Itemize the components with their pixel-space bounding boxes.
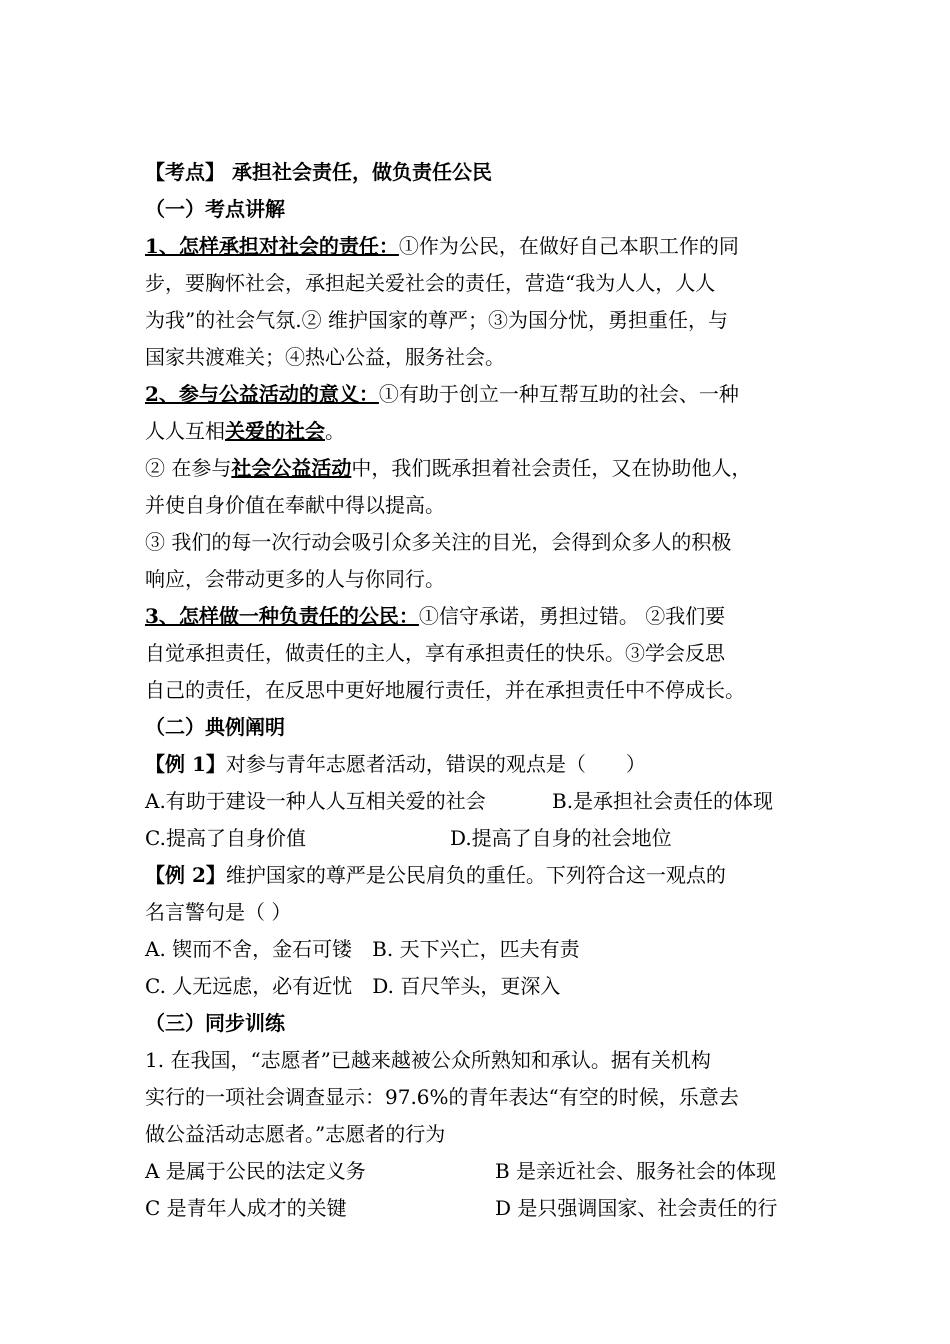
- keyword-public-welfare: 社会公益活动: [231, 456, 352, 480]
- section-heading-1: （一）考点讲解: [145, 197, 285, 221]
- example-1-option-b: B.是承担社会责任的体现: [552, 789, 774, 813]
- point-3-line-2: 自觉承担责任，做责任的主人，享有承担责任的快乐。③学会反思: [145, 641, 725, 665]
- point-1-line-4: 国家共渡难关；④热心公益，服务社会。: [145, 345, 505, 369]
- point-1-label: 1、怎样承担对社会的责任：: [145, 234, 399, 258]
- example-2-stem-1: 【例 2】维护国家的尊严是公民肩负的重任。下列符合这一观点的: [145, 863, 726, 887]
- question-1-stem-2: 实行的一项社会调查显示：97.6%的青年表达“有空的时候，乐意去: [145, 1085, 739, 1109]
- point-2-label: 2、参与公益活动的意义：: [145, 382, 379, 406]
- question-1-options-cd: [145, 1190, 825, 1227]
- question-1-option-a: A 是属于公民的法定义务: [145, 1159, 366, 1183]
- point-2-line-6: 响应，会带动更多的人与你同行。: [145, 567, 445, 591]
- point-2-line-1: 2、参与公益活动的意义：①有助于创立一种互帮互助的社会、一种: [145, 382, 739, 406]
- keyword-caring-society: 关爱的社会: [225, 419, 325, 443]
- topic-title: [145, 154, 825, 191]
- section-heading-3: （三）同步训练: [145, 1011, 285, 1035]
- example-2-stem-2: 名言警句是（ ）: [145, 900, 292, 924]
- point-1-line-2: 步，要胸怀社会，承担起关爱社会的责任，营造“我为人人，人人: [145, 271, 716, 295]
- document-page: [145, 154, 825, 1227]
- question-1-option-c: C 是青年人成才的关键: [145, 1196, 347, 1220]
- question-1-option-b: B 是亲近社会、服务社会的体现: [495, 1159, 777, 1183]
- example-1-options-cd: [145, 820, 825, 857]
- question-1-stem-1: 1. 在我国，“志愿者”已越来越被公众所熟知和承认。据有关机构: [145, 1048, 711, 1072]
- point-2-line-5: ③ 我们的每一次行动会吸引众多关注的目光，会得到众多人的积极: [145, 530, 732, 554]
- example-1-option-d: D.提高了自身的社会地位: [450, 826, 672, 850]
- question-1-options-ab: [145, 1153, 825, 1190]
- section-heading-2: （二）典例阐明: [145, 715, 285, 739]
- point-3-label: 3、怎样做一种负责任的公民：: [145, 604, 419, 628]
- example-1-option-c: C.提高了自身价值: [145, 826, 306, 850]
- point-1-line-3: 为我”的社会气氛.② 维护国家的尊严；③为国分忧，勇担重任，与: [145, 308, 728, 332]
- point-1-line-1: 1、怎样承担对社会的责任：①作为公民，在做好自己本职工作的同: [145, 234, 739, 258]
- point-2-line-2: 人人互相关爱的社会。: [145, 419, 345, 443]
- example-2-options-ab: A. 锲而不舍，金石可镂 B. 天下兴亡，匹夫有责: [145, 937, 580, 961]
- point-2-line-3: ② 在参与社会公益活动中，我们既承担着社会责任，又在协助他人，: [145, 456, 752, 480]
- example-1-option-a: A.有助于建设一种人人互相关爱的社会: [145, 789, 486, 813]
- topic-bracket: 【考点】: [145, 160, 225, 184]
- example-2-options-cd: C. 人无远虑，必有近忧 D. 百尺竿头，更深入: [145, 974, 561, 998]
- topic-text: 承担社会责任，做负责任公民: [225, 160, 492, 184]
- question-1-stem-3: 做公益活动志愿者。”志愿者的行为: [145, 1122, 446, 1146]
- point-2-line-4: 并使自身价值在奉献中得以提高。: [145, 493, 445, 517]
- example-1-stem: 【例 1】对参与青年志愿者活动，错误的观点是（ ）: [145, 752, 646, 776]
- example-1-label: 【例 1】: [145, 752, 226, 776]
- point-3-line-3: 自己的责任，在反思中更好地履行责任，并在承担责任中不停成长。: [145, 678, 745, 702]
- question-1-option-d: D 是只强调国家、社会责任的行: [495, 1196, 778, 1220]
- point-3-line-1: 3、怎样做一种负责任的公民：①信守承诺，勇担过错。 ②我们要: [145, 604, 726, 628]
- example-1-options-ab: [145, 783, 825, 820]
- example-2-label: 【例 2】: [145, 863, 226, 887]
